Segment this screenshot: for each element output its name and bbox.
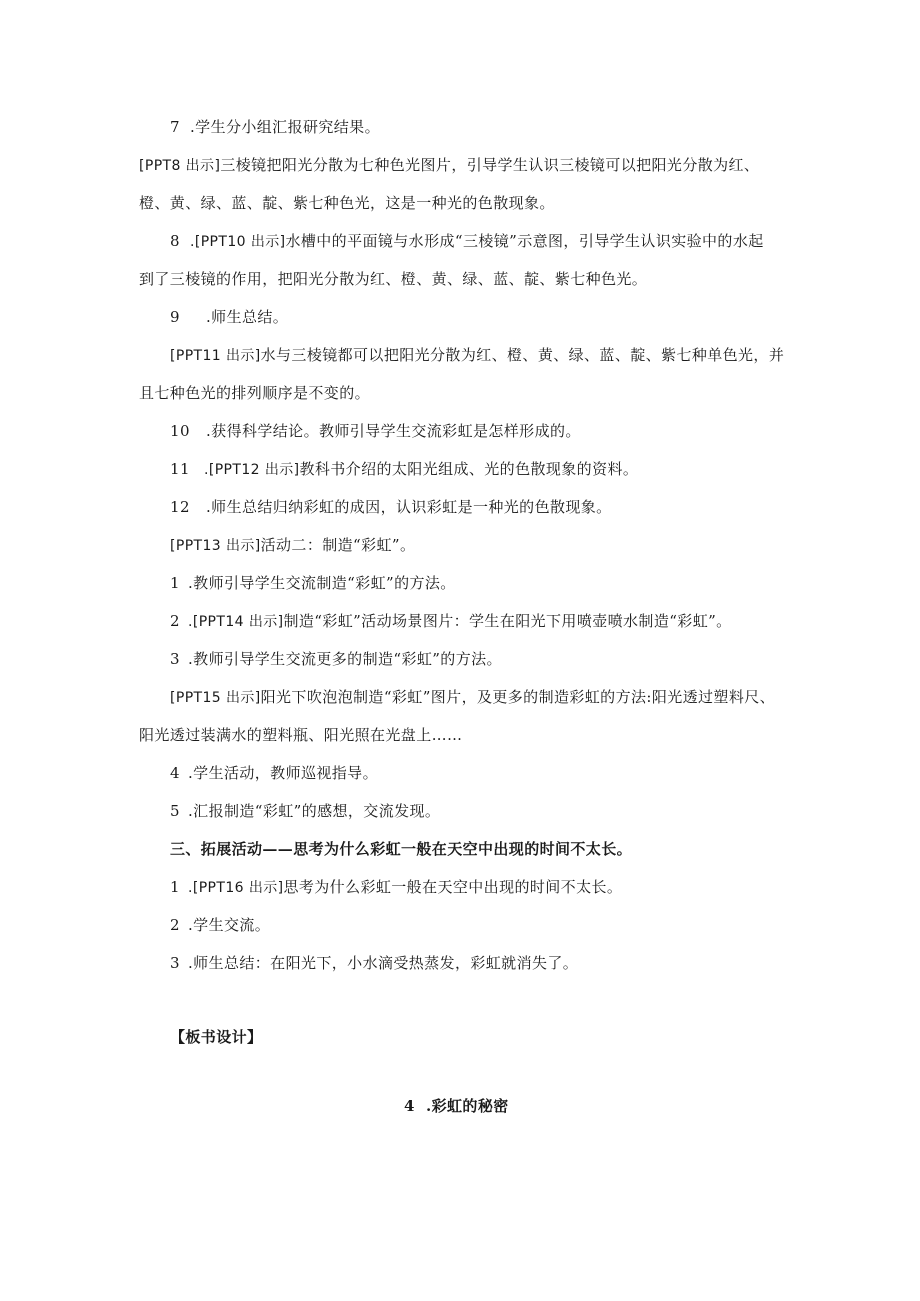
- line-text: .学生分小组汇报研究结果。: [190, 118, 380, 136]
- line-text: 教科书介绍的太阳光组成、光的色散现象的资料。: [299, 460, 639, 478]
- item-number: 3: [170, 650, 180, 668]
- section-heading: [170, 839, 632, 859]
- item-number: 9: [170, 308, 180, 326]
- paragraph-line: [170, 611, 732, 632]
- line-text: .学生交流。: [188, 916, 271, 934]
- board-title: [404, 1096, 509, 1116]
- line-text: 到了三棱镜的作用，把阳光分散为红、橙、黄、绿、蓝、靛、紫七种色光。: [139, 270, 648, 288]
- paragraph-line: [170, 421, 581, 441]
- line-text: 水与三棱镜都可以把阳光分散为红、橙、黄、绿、蓝、靛、紫七种单色光，并: [260, 346, 785, 364]
- paragraph-line: [139, 383, 370, 403]
- item-number: 2: [170, 612, 180, 630]
- line-text: 水槽中的平面镜与水形成“三棱镜”示意图，引导学生认识实验中的水起: [285, 232, 764, 250]
- line-text: 思考为什么彩虹一般在天空中出现的时间不太长。: [283, 878, 623, 896]
- line-text: .教师引导学生交流制造“彩虹”的方法。: [188, 574, 456, 592]
- paragraph-line: [170, 801, 440, 821]
- item-number: 11: [170, 460, 190, 478]
- item-number: 12: [170, 498, 190, 516]
- paragraph-line: [170, 649, 502, 669]
- paragraph-line: [170, 307, 288, 327]
- paragraph-line: [170, 763, 378, 783]
- item-number: 3: [170, 954, 180, 972]
- paragraph-line: [139, 155, 759, 176]
- paragraph-line: [170, 915, 270, 935]
- line-text: .教师引导学生交流更多的制造“彩虹”的方法。: [188, 650, 502, 668]
- ppt-ref: [PPT13 出示]: [170, 538, 261, 554]
- item-number: 2: [170, 916, 180, 934]
- item-number: 4: [404, 1097, 415, 1115]
- line-text: .师生总结归纳彩虹的成因，认识彩虹是一种光的色散现象。: [206, 498, 612, 516]
- item-number: 4: [170, 764, 180, 782]
- paragraph-line: [170, 535, 415, 556]
- title-text: .彩虹的秘密: [426, 1097, 509, 1115]
- line-text: 且七种色光的排列顺序是不变的。: [139, 384, 371, 402]
- paragraph-line: [139, 725, 462, 745]
- paragraph-line: [170, 953, 578, 973]
- board-design-heading: [170, 1027, 262, 1047]
- paragraph-line: [170, 345, 784, 366]
- paragraph-line: [170, 231, 764, 252]
- ppt-ref: [PPT8 出示]: [139, 158, 221, 174]
- paragraph-line: [170, 573, 456, 593]
- ppt-ref: .[PPT16 出示]: [188, 880, 284, 896]
- paragraph-line: [139, 269, 647, 289]
- line-text: .学生活动，教师巡视指导。: [188, 764, 378, 782]
- item-number: 1: [170, 574, 180, 592]
- paragraph-line: [170, 687, 775, 708]
- heading-text: 【板书设计】: [170, 1028, 263, 1046]
- ppt-ref: .[PPT10 出示]: [190, 234, 286, 250]
- line-text: .师生总结：在阳光下，小水滴受热蒸发，彩虹就消失了。: [188, 954, 579, 972]
- heading-text: 三、拓展活动——思考为什么彩虹一般在天空中出现的时间不太长。: [170, 840, 633, 858]
- ppt-ref: [PPT15 出示]: [170, 690, 261, 706]
- ppt-ref: .[PPT14 出示]: [188, 614, 284, 630]
- line-text: 制造“彩虹”活动场景图片：学生在阳光下用喷壶喷水制造“彩虹”。: [283, 612, 732, 630]
- paragraph-line: [170, 459, 638, 480]
- paragraph-line: [170, 497, 612, 517]
- line-text: 三棱镜把阳光分散为七种色光图片，引导学生认识三棱镜可以把阳光分散为红、: [220, 156, 760, 174]
- line-text: .汇报制造“彩虹”的感想，交流发现。: [188, 802, 441, 820]
- line-text: 活动二：制造“彩虹”。: [260, 536, 416, 554]
- ppt-ref: [PPT11 出示]: [170, 348, 261, 364]
- paragraph-line: [170, 117, 380, 137]
- line-text: 橙、黄、绿、蓝、靛、紫七种色光，这是一种光的色散现象。: [139, 194, 555, 212]
- paragraph-line: [139, 193, 555, 213]
- line-text: 阳光透过装满水的塑料瓶、阳光照在光盘上……: [139, 726, 463, 744]
- line-text: 阳光下吹泡泡制造“彩虹”图片，及更多的制造彩虹的方法:阳光透过塑料尺、: [260, 688, 776, 706]
- item-number: 1: [170, 878, 180, 896]
- line-text: .师生总结。: [206, 308, 289, 326]
- item-number: 7: [170, 118, 180, 136]
- item-number: 5: [170, 802, 180, 820]
- item-number: 8: [170, 232, 180, 250]
- line-text: .获得科学结论。教师引导学生交流彩虹是怎样形成的。: [206, 422, 581, 440]
- ppt-ref: .[PPT12 出示]: [204, 462, 300, 478]
- item-number: 10: [170, 422, 190, 440]
- paragraph-line: [170, 877, 622, 898]
